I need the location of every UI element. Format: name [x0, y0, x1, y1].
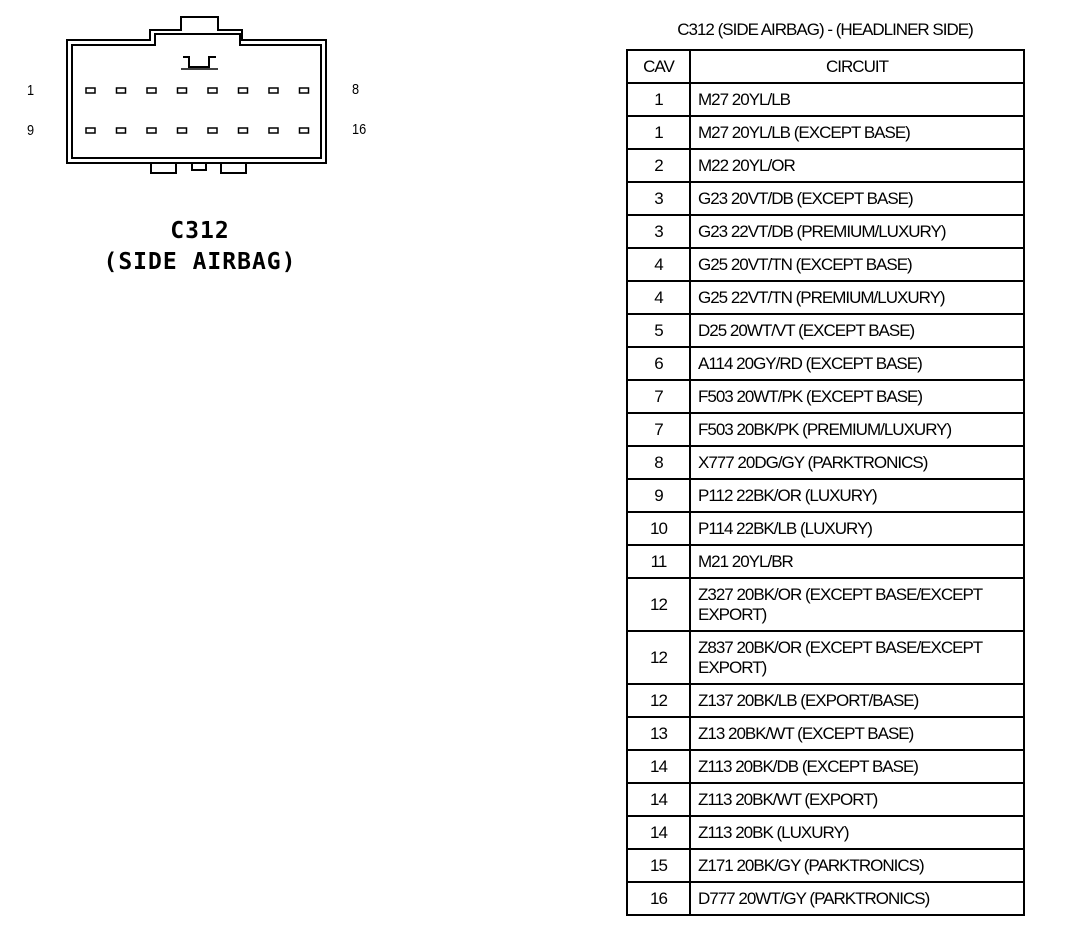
- pin-cavity: [208, 88, 217, 93]
- circuit-cell: P114 22BK/LB (LUXURY): [690, 512, 1024, 545]
- circuit-cell: Z171 20BK/GY (PARKTRONICS): [690, 849, 1024, 882]
- table-row: [627, 783, 1024, 816]
- cav-cell: 11: [627, 545, 690, 578]
- table-row: [627, 717, 1024, 750]
- table-row: [627, 248, 1024, 281]
- table-row: [627, 684, 1024, 717]
- table-header-row: [627, 50, 1024, 83]
- connector-bottom-tab: [192, 163, 206, 170]
- table-row: [627, 631, 1024, 684]
- table-row: [627, 215, 1024, 248]
- cav-cell: 4: [627, 281, 690, 314]
- cav-cell: 6: [627, 347, 690, 380]
- cav-cell: 10: [627, 512, 690, 545]
- connector-subtitle: (SIDE AIRBAG): [103, 249, 297, 275]
- circuit-cell: D25 20WT/VT (EXCEPT BASE): [690, 314, 1024, 347]
- pin-cavity: [147, 88, 156, 93]
- cav-cell: 9: [627, 479, 690, 512]
- cav-cell: 12: [627, 684, 690, 717]
- circuit-cell: G23 22VT/DB (PREMIUM/LUXURY): [690, 215, 1024, 248]
- table-row: [627, 149, 1024, 182]
- pin-cavity: [178, 88, 187, 93]
- circuit-cell: Z113 20BK (LUXURY): [690, 816, 1024, 849]
- circuit-cell: G23 20VT/DB (EXCEPT BASE): [690, 182, 1024, 215]
- table-row: [627, 281, 1024, 314]
- connector-outer-outline: [67, 17, 326, 163]
- cav-cell: 5: [627, 314, 690, 347]
- circuit-cell: G25 22VT/TN (PREMIUM/LUXURY): [690, 281, 1024, 314]
- circuit-cell: M27 20YL/LB (EXCEPT BASE): [690, 116, 1024, 149]
- connector-latch: [183, 57, 216, 67]
- table-row: [627, 578, 1024, 631]
- pin-cavity: [300, 128, 309, 133]
- pin-cavity: [269, 88, 278, 93]
- connector-bottom-tab: [221, 163, 246, 173]
- pin-label-8: 8: [352, 81, 360, 98]
- circuit-cell: X777 20DG/GY (PARKTRONICS): [690, 446, 1024, 479]
- pin-label-1: 1: [27, 82, 35, 99]
- circuit-cell: Z13 20BK/WT (EXCEPT BASE): [690, 717, 1024, 750]
- pin-cavity: [239, 128, 248, 133]
- table-row: [627, 750, 1024, 783]
- header-cav: CAV: [627, 50, 690, 83]
- table-row: [627, 380, 1024, 413]
- table-row: [627, 479, 1024, 512]
- pin-cavity: [147, 128, 156, 133]
- pin-cavity: [239, 88, 248, 93]
- cav-cell: 12: [627, 578, 690, 631]
- cav-cell: 4: [627, 248, 690, 281]
- circuit-cell: Z113 20BK/WT (EXPORT): [690, 783, 1024, 816]
- connector-caption: [90, 216, 310, 278]
- cavity-table: [626, 49, 1025, 916]
- circuit-cell: Z113 20BK/DB (EXCEPT BASE): [690, 750, 1024, 783]
- table-row: [627, 446, 1024, 479]
- pin-label-16: 16: [352, 121, 367, 138]
- circuit-cell: F503 20WT/PK (EXCEPT BASE): [690, 380, 1024, 413]
- circuit-cell: M27 20YL/LB: [690, 83, 1024, 116]
- connector-bottom-tab: [151, 163, 176, 173]
- pin-cavity: [269, 128, 278, 133]
- circuit-cell: Z137 20BK/LB (EXPORT/BASE): [690, 684, 1024, 717]
- pin-cavity: [208, 128, 217, 133]
- cav-cell: 15: [627, 849, 690, 882]
- connector-face-drawing: [0, 0, 420, 200]
- table-row: [627, 182, 1024, 215]
- table-row: [627, 314, 1024, 347]
- table-row: [627, 116, 1024, 149]
- cav-cell: 8: [627, 446, 690, 479]
- table-row: [627, 512, 1024, 545]
- circuit-cell: M22 20YL/OR: [690, 149, 1024, 182]
- table-row: [627, 545, 1024, 578]
- circuit-cell: P112 22BK/OR (LUXURY): [690, 479, 1024, 512]
- header-circuit: CIRCUIT: [690, 50, 1024, 83]
- pin-cavity: [300, 88, 309, 93]
- table-row: [627, 83, 1024, 116]
- pin-cavity: [86, 128, 95, 133]
- pin-cavity: [117, 128, 126, 133]
- table-row: [627, 849, 1024, 882]
- table-title: C312 (SIDE AIRBAG) - (HEADLINER SIDE): [677, 20, 973, 39]
- cav-cell: 14: [627, 816, 690, 849]
- pin-cavity: [117, 88, 126, 93]
- cav-cell: 14: [627, 750, 690, 783]
- cav-cell: 7: [627, 380, 690, 413]
- connector-name: C312: [170, 218, 230, 244]
- circuit-cell: M21 20YL/BR: [690, 545, 1024, 578]
- table-row: [627, 882, 1024, 915]
- circuit-cell: D777 20WT/GY (PARKTRONICS): [690, 882, 1024, 915]
- cav-cell: 3: [627, 215, 690, 248]
- cav-cell: 3: [627, 182, 690, 215]
- cav-cell: 12: [627, 631, 690, 684]
- connector-inner-outline: [72, 34, 321, 158]
- cav-cell: 2: [627, 149, 690, 182]
- cav-cell: 16: [627, 882, 690, 915]
- cav-cell: 13: [627, 717, 690, 750]
- circuit-cell: Z837 20BK/OR (EXCEPT BASE/EXCEPT EXPORT): [690, 631, 1024, 684]
- circuit-cell: Z327 20BK/OR (EXCEPT BASE/EXCEPT EXPORT): [690, 578, 1024, 631]
- pin-cavity: [86, 88, 95, 93]
- cav-cell: 14: [627, 783, 690, 816]
- cav-cell: 1: [627, 83, 690, 116]
- circuit-cell: A114 20GY/RD (EXCEPT BASE): [690, 347, 1024, 380]
- table-row: [627, 347, 1024, 380]
- circuit-cell: G25 20VT/TN (EXCEPT BASE): [690, 248, 1024, 281]
- pin-label-9: 9: [27, 122, 35, 139]
- cav-cell: 7: [627, 413, 690, 446]
- cav-cell: 1: [627, 116, 690, 149]
- circuit-cell: F503 20BK/PK (PREMIUM/LUXURY): [690, 413, 1024, 446]
- pin-cavity: [178, 128, 187, 133]
- table-row: [627, 413, 1024, 446]
- table-row: [627, 816, 1024, 849]
